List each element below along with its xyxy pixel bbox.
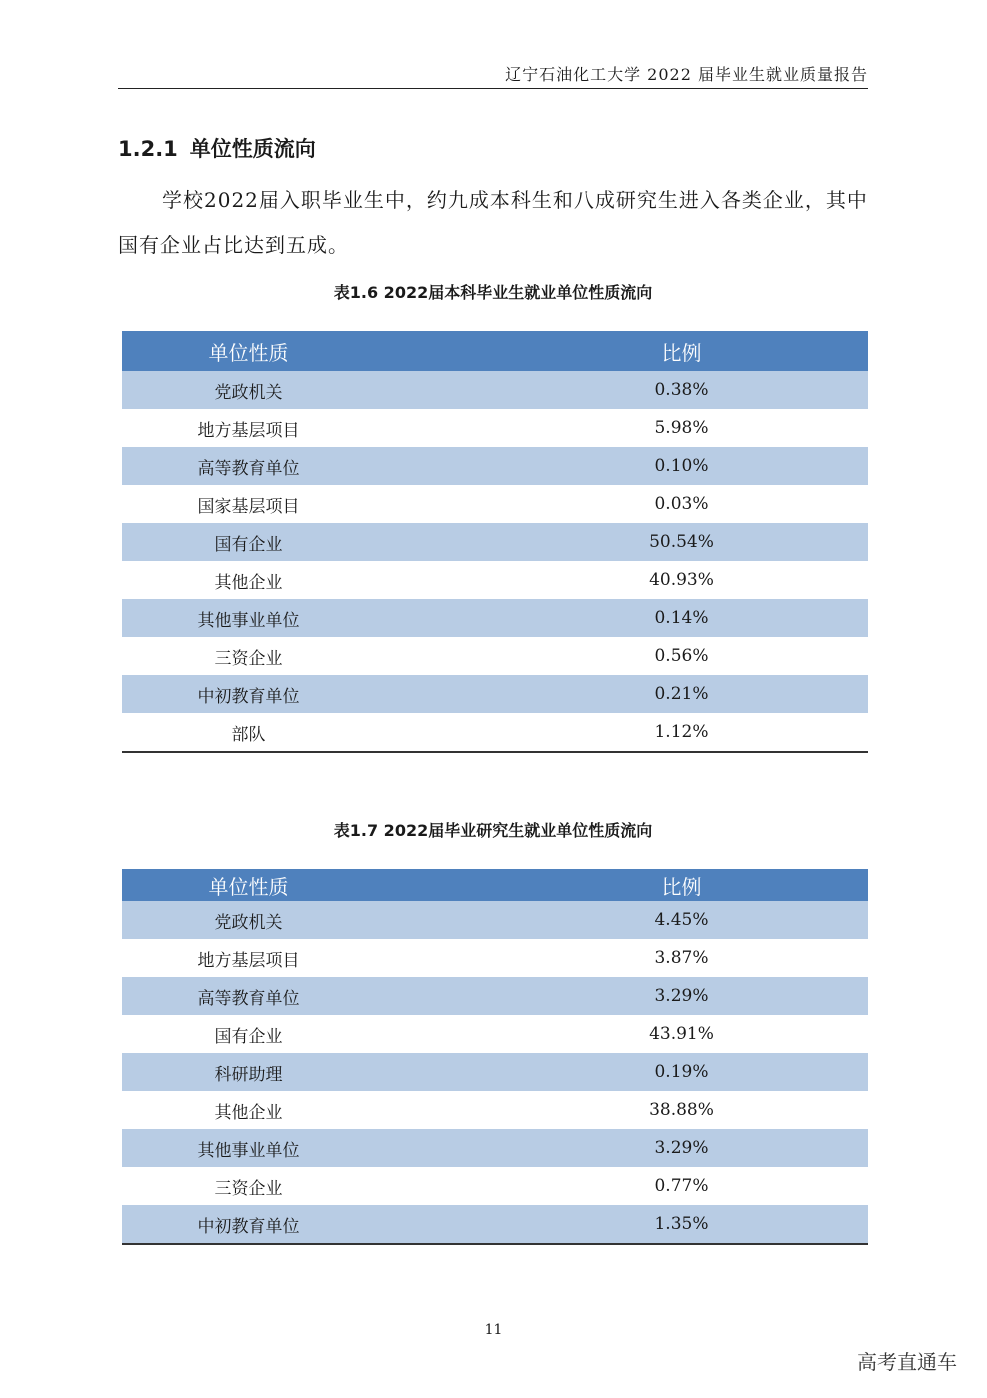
cell-employer-type: 部队 xyxy=(122,713,495,752)
cell-employer-type: 科研助理 xyxy=(122,1053,495,1091)
cell-employer-type: 地方基层项目 xyxy=(122,409,495,447)
table-row xyxy=(122,713,868,752)
cell-employer-type: 国有企业 xyxy=(122,523,495,561)
cell-ratio: 0.56% xyxy=(495,637,868,675)
cell-employer-type: 党政机关 xyxy=(122,901,495,939)
cell-employer-type: 其他事业单位 xyxy=(122,1129,495,1167)
table-caption-graduate: 表1.7 2022届毕业研究生就业单位性质流向 xyxy=(333,821,653,840)
cell-ratio: 1.35% xyxy=(495,1205,868,1244)
cell-employer-type: 国家基层项目 xyxy=(122,485,495,523)
section-heading xyxy=(118,133,316,163)
page-number: 11 xyxy=(484,1322,503,1338)
cell-ratio: 4.45% xyxy=(495,901,868,939)
table-row xyxy=(122,599,868,637)
undergraduate-employer-table xyxy=(122,331,868,753)
table-row xyxy=(122,1015,868,1053)
cell-ratio: 1.12% xyxy=(495,713,868,752)
cell-employer-type: 地方基层项目 xyxy=(122,939,495,977)
table-row xyxy=(122,409,868,447)
column-header-type: 单位性质 xyxy=(122,331,495,371)
table-row xyxy=(122,447,868,485)
graduate-employer-table xyxy=(122,869,868,1245)
table-header-row xyxy=(122,331,868,371)
table-row xyxy=(122,485,868,523)
cell-employer-type: 三资企业 xyxy=(122,1167,495,1205)
body-paragraph: 学校2022届入职毕业生中，约九成本科生和八成研究生进入各类企业，其中国有企业占比达到五成。 xyxy=(118,188,868,257)
table-row xyxy=(122,1053,868,1091)
table-row xyxy=(122,1091,868,1129)
cell-employer-type: 国有企业 xyxy=(122,1015,495,1053)
cell-employer-type: 其他事业单位 xyxy=(122,599,495,637)
section-title: 单位性质流向 xyxy=(189,137,316,161)
cell-ratio: 38.88% xyxy=(495,1091,868,1129)
cell-employer-type: 其他企业 xyxy=(122,561,495,599)
cell-ratio: 0.77% xyxy=(495,1167,868,1205)
cell-ratio: 0.03% xyxy=(495,485,868,523)
table-row xyxy=(122,1205,868,1244)
table-header-row xyxy=(122,869,868,901)
table-row xyxy=(122,977,868,1015)
cell-ratio: 40.93% xyxy=(495,561,868,599)
cell-ratio: 0.19% xyxy=(495,1053,868,1091)
table-row xyxy=(122,675,868,713)
cell-ratio: 50.54% xyxy=(495,523,868,561)
cell-ratio: 3.87% xyxy=(495,939,868,977)
cell-ratio: 0.21% xyxy=(495,675,868,713)
cell-employer-type: 三资企业 xyxy=(122,637,495,675)
cell-employer-type: 中初教育单位 xyxy=(122,675,495,713)
cell-ratio: 43.91% xyxy=(495,1015,868,1053)
table-row xyxy=(122,637,868,675)
cell-ratio: 0.38% xyxy=(495,371,868,409)
cell-employer-type: 其他企业 xyxy=(122,1091,495,1129)
section-number: 1.2.1 xyxy=(118,137,178,161)
cell-employer-type: 中初教育单位 xyxy=(122,1205,495,1244)
table-row xyxy=(122,371,868,409)
watermark-text: 高考直通车 xyxy=(857,1350,957,1374)
cell-ratio: 3.29% xyxy=(495,977,868,1015)
cell-employer-type: 党政机关 xyxy=(122,371,495,409)
cell-ratio: 5.98% xyxy=(495,409,868,447)
table-row xyxy=(122,1129,868,1167)
cell-ratio: 3.29% xyxy=(495,1129,868,1167)
table-row xyxy=(122,939,868,977)
table-row xyxy=(122,901,868,939)
column-header-ratio: 比例 xyxy=(495,869,868,901)
table-caption-undergraduate: 表1.6 2022届本科毕业生就业单位性质流向 xyxy=(333,283,653,302)
cell-employer-type: 高等教育单位 xyxy=(122,977,495,1015)
table-row xyxy=(122,1167,868,1205)
column-header-ratio: 比例 xyxy=(495,331,868,371)
cell-ratio: 0.14% xyxy=(495,599,868,637)
column-header-type: 单位性质 xyxy=(122,869,495,901)
table-row xyxy=(122,561,868,599)
table-row xyxy=(122,523,868,561)
cell-ratio: 0.10% xyxy=(495,447,868,485)
cell-employer-type: 高等教育单位 xyxy=(122,447,495,485)
running-header: 辽宁石油化工大学 2022 届毕业生就业质量报告 xyxy=(118,62,868,89)
